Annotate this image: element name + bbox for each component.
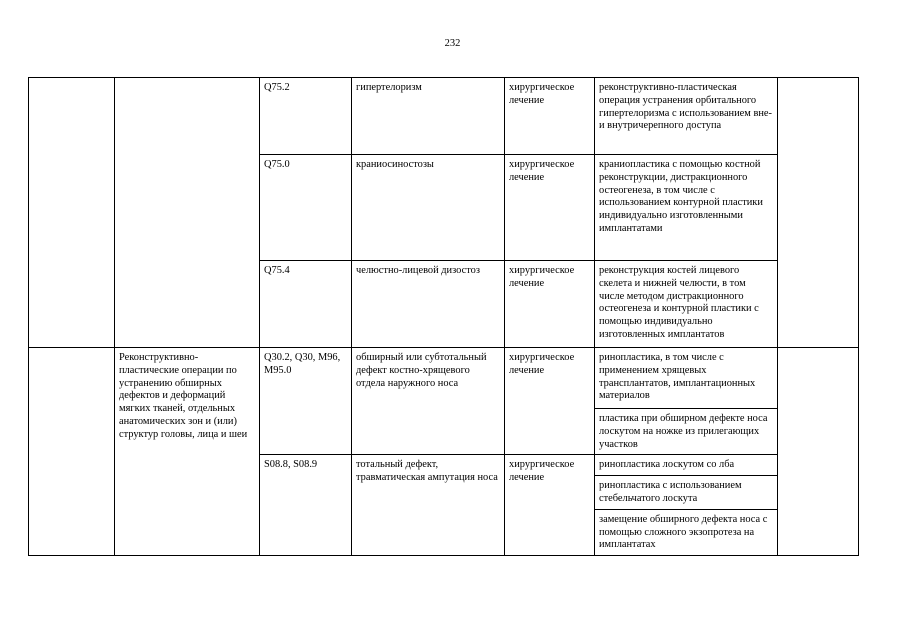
method-item: пластика при обширном дефекте носа лоскутом на ножке из прилегающих участков xyxy=(599,413,768,450)
empty-cell xyxy=(115,78,260,348)
page-number: 232 xyxy=(444,38,461,49)
icd-code-cell: Q75.0 xyxy=(260,155,352,261)
empty-cell xyxy=(29,78,115,348)
table-row xyxy=(29,78,859,155)
diagnosis-cell: краниосиностозы xyxy=(352,155,505,261)
treatment-type-cell: хирургическое лечение xyxy=(505,78,595,155)
diagnosis-cell: тотальный дефект, травматическая ампутация носа xyxy=(352,455,505,556)
method-list xyxy=(595,348,777,454)
medical-care-table xyxy=(28,77,859,556)
method-cell: краниопластика с помощью костной реконструкции, дистракционного остеогенеза, в том числе с использованием контурной пластики индивидуально изготовленными имплантатами xyxy=(595,155,778,261)
method-cell: реконструкция костей лицевого скелета и нижней челюсти, в том числе методом дистракционного остеогенеза и контурной пластики с помощью индивидуально изготовленных имплантатов xyxy=(595,261,778,348)
icd-code-cell: Q30.2, Q30, M96, M95.0 xyxy=(260,348,352,455)
diagnosis-cell: челюстно-лицевой дизостоз xyxy=(352,261,505,348)
treatment-type-cell: хирургическое лечение xyxy=(505,455,595,556)
method-list xyxy=(595,455,777,555)
method-item: ринопластика лоскутом со лба xyxy=(595,455,777,475)
empty-cell xyxy=(778,348,859,556)
method-item: ринопластика с использованием стебельчатого лоскута xyxy=(595,476,777,510)
diagnosis-cell: гипертелоризм xyxy=(352,78,505,155)
group-name-cell: Реконструктивно-пластические операции по устранению обширных дефектов и деформаций мягких тканей, отдельных анатомических зон и (или) структур головы, лица и шеи xyxy=(115,348,260,556)
table-row xyxy=(29,348,859,455)
treatment-type-cell: хирургическое лечение xyxy=(505,261,595,348)
icd-code-cell: Q75.2 xyxy=(260,78,352,155)
method-item: ринопластика, в том числе с применением хрящевых трансплантатов, имплантационных материалов xyxy=(595,348,777,409)
treatment-type-cell: хирургическое лечение xyxy=(505,155,595,261)
icd-code-cell: S08.8, S08.9 xyxy=(260,455,352,556)
treatment-type-cell: хирургическое лечение xyxy=(505,348,595,455)
method-list-cell xyxy=(595,455,778,556)
icd-code-cell: Q75.4 xyxy=(260,261,352,348)
empty-cell xyxy=(29,348,115,556)
method-list-cell xyxy=(595,348,778,455)
method-item: замещение обширного дефекта носа с помощью сложного экзопротеза на имплантатах xyxy=(599,513,768,551)
method-cell: реконструктивно-пластическая операция устранения орбитального гипертелоризма с использованием вне- и внутричерепного доступа xyxy=(595,78,778,155)
empty-cell xyxy=(778,78,859,348)
diagnosis-cell: обширный или субтотальный дефект костно-хрящевого отдела наружного носа xyxy=(352,348,505,455)
